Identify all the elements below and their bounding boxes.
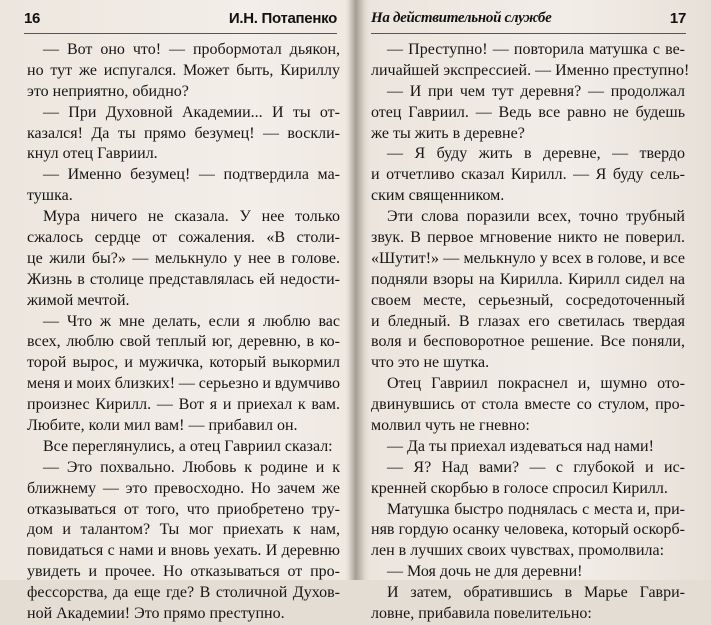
text-line: что это не шутка. [371,354,490,372]
text-line: — Что ж мне делать, если я люблю вас [43,312,340,330]
text-line: — Я? Над вами? — с глубокой и ис- [387,458,685,476]
text-line: — Да ты приехал издеваться над нами! [387,437,654,455]
text-line: повидаться с нами и вновь уехать. И деревню [27,542,340,560]
text-line: же ты жить в деревне? [371,124,525,142]
text-line: Эти слова поразили всех, точно трубный [387,208,685,226]
text-line: воля и бесповоротное решение. Все поняли, [371,333,685,351]
text-line: но тут же испугался. Может быть, Кириллу [27,61,340,79]
text-line: ближнему — это превосходно. Но зачем же [27,479,340,497]
left-page [0,0,355,623]
text-line: произнес Кирилл. — Вот я и приехал к вам. [27,396,340,414]
text-line: жимой мечтой. [27,291,130,309]
text-line: — Я буду жить в деревне, — твердо [387,145,685,163]
text-line: — Вот оно что! — пробормотал дьякон, [43,41,340,58]
text-line: «Шутит!» — мелькнуло у всех в голове, и все [371,249,685,267]
right-running-head [371,10,686,32]
right-running-title: На действительной службе [371,10,552,26]
text-line: — Именно безумец! — подтвердила ма- [43,166,340,184]
text-line: Все переглянулись, а отец Гавриил сказал: [43,437,333,455]
text-line: фессорства, да еще где? В столичной Духов- [27,584,340,602]
text-line: ловне, прибавила повелительно: [371,605,592,623]
text-line: — Преступно! — повторила матушка с ве- [387,41,685,58]
text-line: — И при чем тут деревня? — продолжал [387,82,685,100]
text-line: меня и моих близких! — серьезно и вдумчиво [27,375,340,393]
right-page [355,0,710,623]
left-running-title: И.Н. Потапенко [228,10,337,27]
text-line: отказываться от того, что приобретено тру- [27,500,340,518]
right-page-number: 17 [669,10,686,27]
text-line: — Моя дочь не для деревни! [387,563,583,581]
text-line: подняли взоры на Кирилла. Кирилл сидел на [371,270,685,288]
right-page-text [371,40,690,625]
right-header-rule [371,33,686,34]
text-line: кнул отец Гавриил. [27,145,158,163]
text-line: — При Духовной Академии... И ты от- [43,103,340,121]
text-line: молвил чуть не гневно: [371,417,530,435]
text-line: Мура ничего не сказала. У нее только [43,208,340,226]
left-page-text [27,40,340,625]
text-line: это неприятно, обидно? [27,82,189,100]
text-line: кренней скорбью в голосе спросил Кирилл. [371,479,668,497]
left-page-number: 16 [24,10,41,27]
text-line: Отец Гавриил покраснел и, шумно ото- [387,375,685,393]
text-line: ским священником. [371,187,505,205]
text-line: няв гордую осанку человека, который оскорб- [371,521,685,539]
text-line: Жизнь в столице представлялась ей недости- [27,270,340,288]
left-header-rule [24,33,337,34]
text-line: — Это похвально. Любовь к родине и к [43,458,340,476]
text-line: отец Гавриил. — Ведь все равно не будешь [371,103,685,121]
text-line: и отчетливо сказал Кирилл. — Я буду сель- [371,166,685,184]
text-line: ной Академии! Это прямо преступно. [27,605,285,623]
text-line: лен в лучших своих чувствах, промолвила: [371,542,665,560]
text-line: сжалось сердце от сожаления. «В столи- [27,229,340,247]
text-line: казался! Да ты прямо безумец! — воскли- [27,124,340,142]
text-line: и бледный. В глазах его светилась твердая [371,312,685,330]
text-line: всех, люблю свой теплый юг, деревню, в ко- [27,333,340,351]
left-running-head [24,10,337,32]
text-line: дом и талантом? Ты мог приехать к нам, [27,521,340,539]
text-line: Матушка быстро поднялась с места и, при- [387,500,685,518]
text-line: личайшей экспрессией. — Именно преступно! [371,61,690,79]
text-line: торой вырос, и мужичка, который выкормил [27,354,340,372]
text-line: двинувшись от стола вместе со стулом, про- [371,396,685,414]
text-line: це жили бы?» — мелькнуло у нее в голове. [27,249,340,267]
text-line: своем месте, серьезный, сосредоточенный [371,291,685,309]
text-line: звук. В первое мгновение никто не поверил. [371,229,685,247]
text-line: тушка. [27,187,73,205]
text-line: И затем, обратившись в Марье Гаври- [387,584,685,602]
text-line: увидеть и прочее. Но отказываться от про- [27,563,340,581]
text-line: Любите, коли мил вам! — прибавил он. [27,417,298,435]
